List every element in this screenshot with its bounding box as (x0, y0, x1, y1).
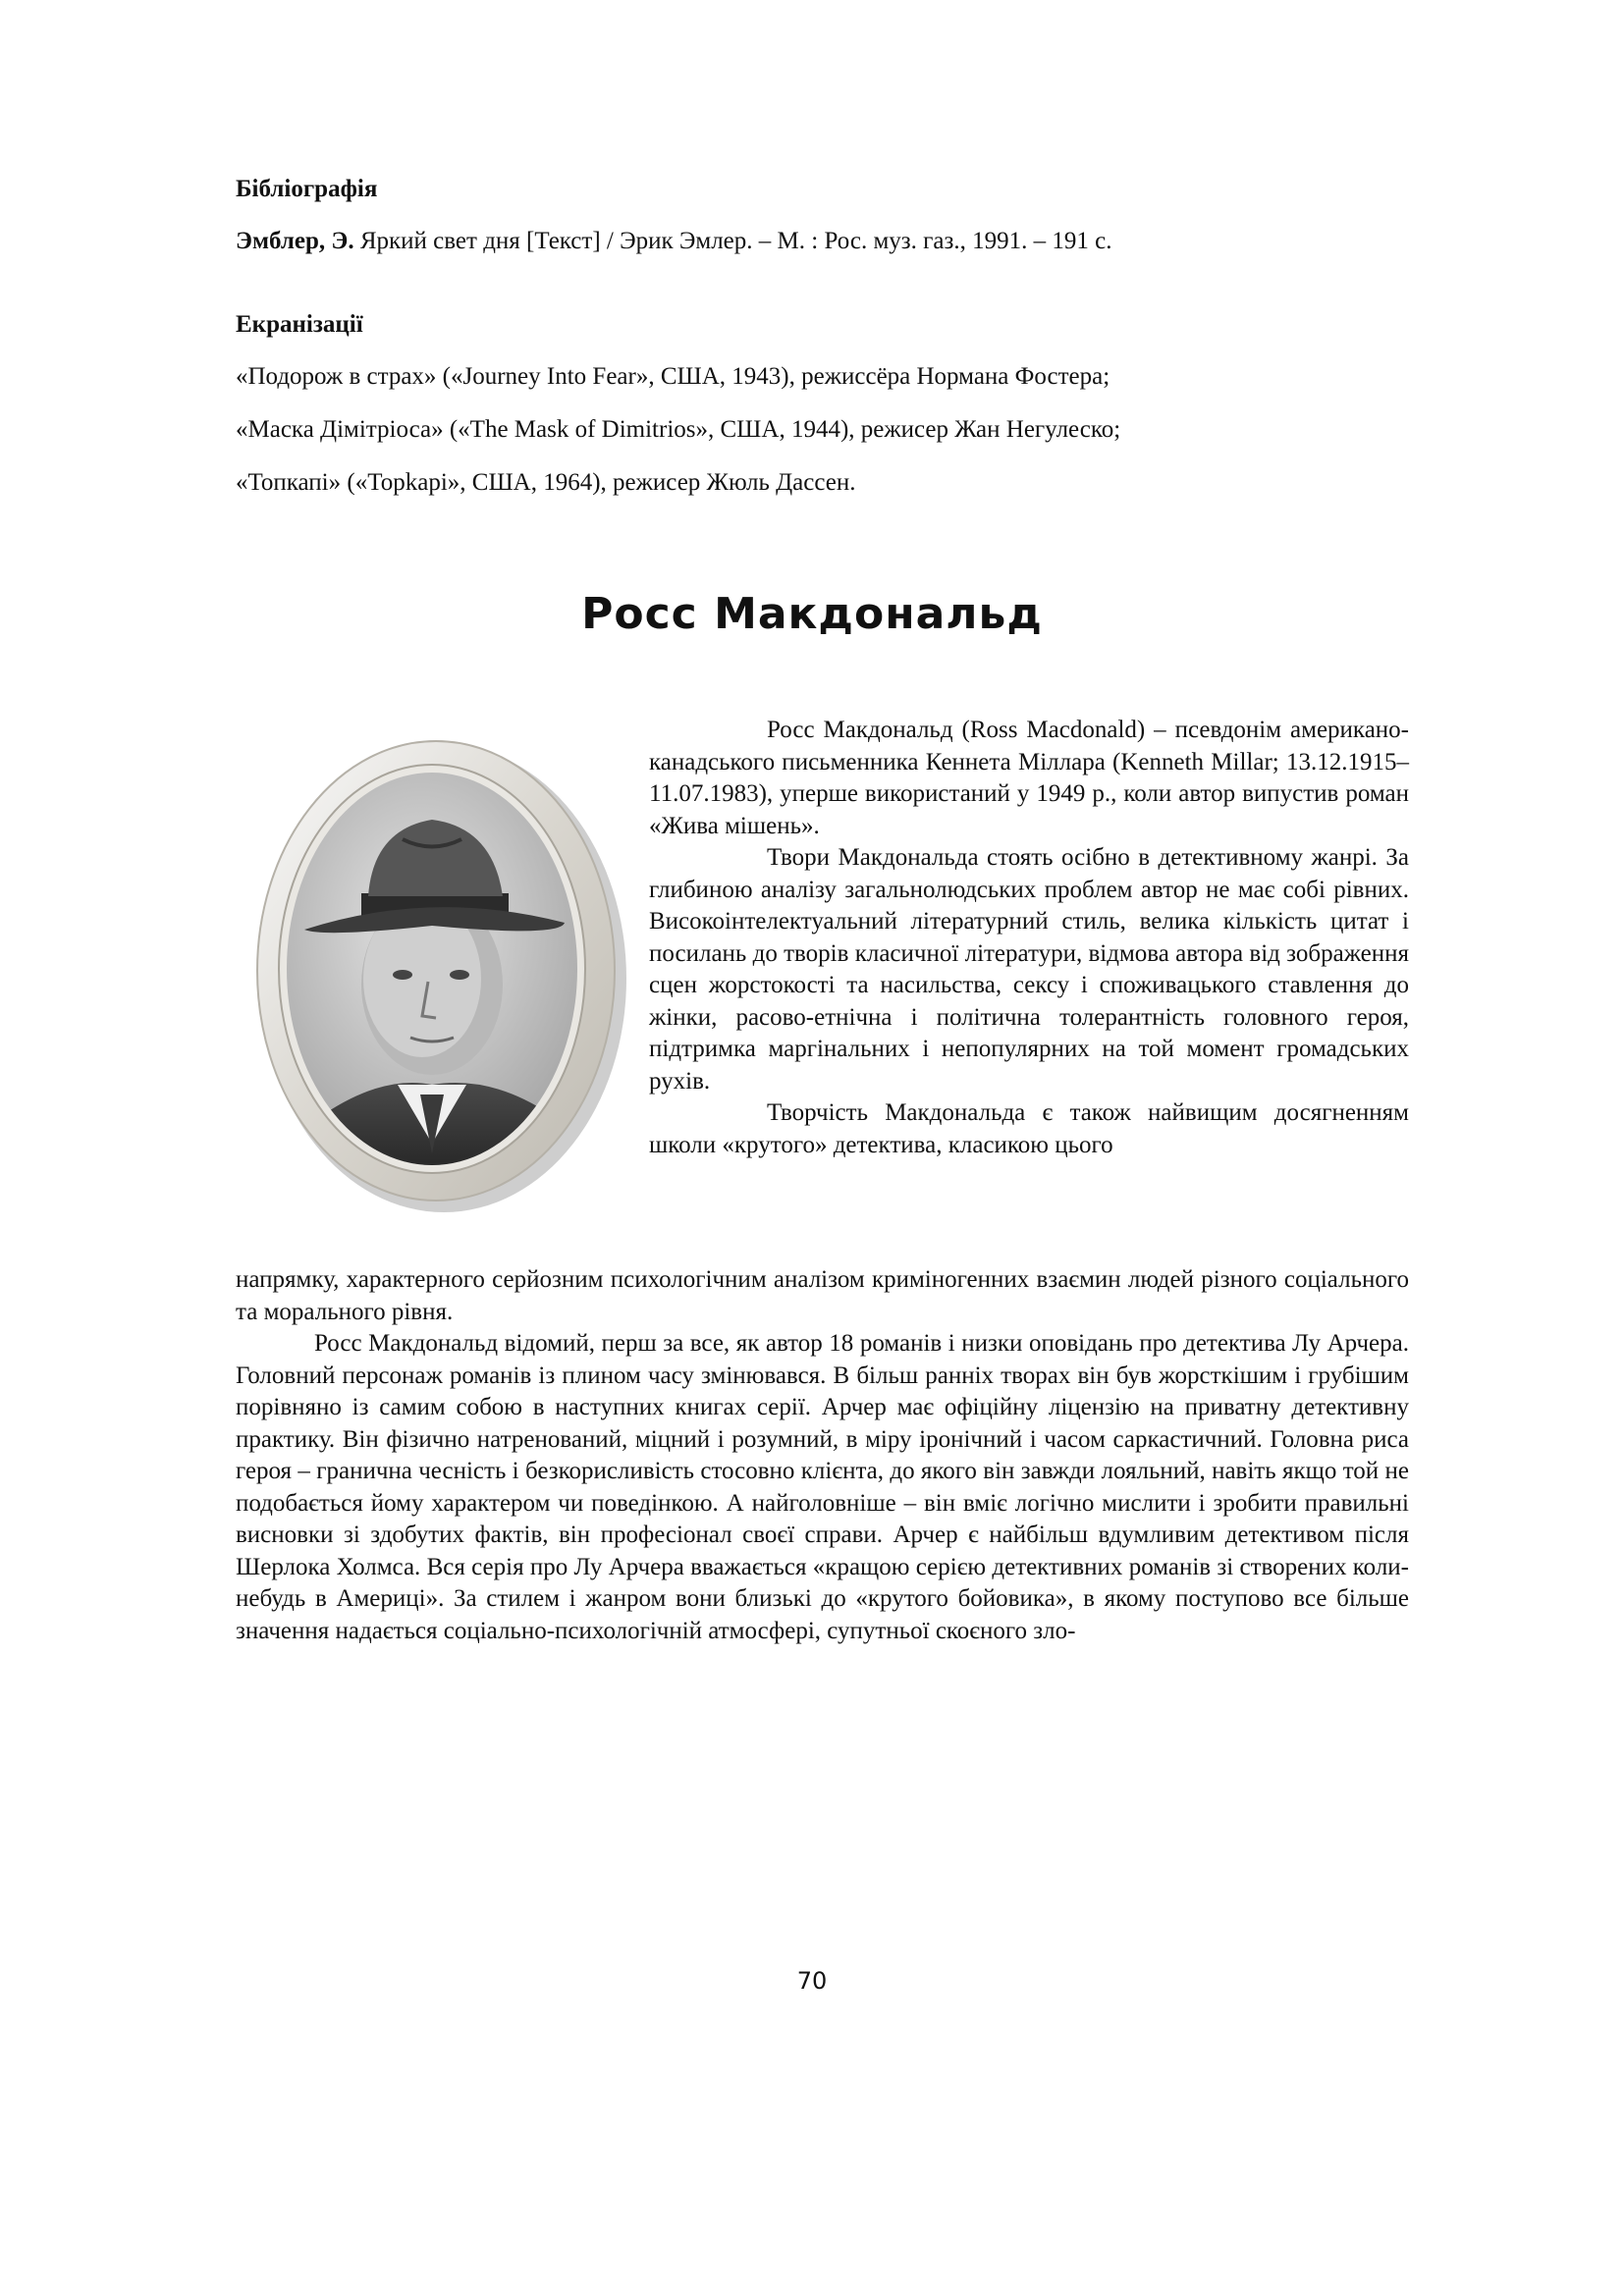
bibliography-entry (236, 228, 1111, 255)
article-paragraph: Твори Макдональда стоять осібно в детективному жанрі. За глибиною аналізу загальнолюдських проблем автор не має собі рівних. Високоінтелектуальний літературний стиль, велика кількість цитат і посилань до творів класичної літератури, відмова автора від зображення сцен жорстокості та насильства, сексу і споживацького ставлення до жінки, расово-етнічна і політична толерантність головного героя, підтримка маргінальних і непопулярних на той момент громадських рухів. (649, 844, 1409, 1095)
article-full-text (236, 1264, 1409, 1647)
article-title: Росс Макдональд (581, 589, 1043, 639)
bibliography-entry-text: Яркий свет дня [Текст] / Эрик Эмлер. – М. : Рос. муз. газ., 1991. – 191 с. (353, 228, 1112, 254)
article-paragraph: Росс Макдональд (Ross Macdonald) – псевдонім американо-канадського письменника Кеннета Міллара (Kenneth Millar; 13.12.1915–11.07.1983), уперше використаний у 1949 р., коли автор випустив роман «Жива мішень». (649, 717, 1409, 839)
bibliography-entry-author: Эмблер, Э. (236, 228, 354, 254)
adaptation-item: «Подорож в страх» («Journey Into Fear», США, 1943), режиссёра Нормана Фостера; (236, 363, 1110, 390)
article-paragraph: напрямку, характерного серйозним психологічним аналізом криміногенних взаємин людей різного соціального та морального рівня. (236, 1266, 1409, 1325)
article-column-text (649, 715, 1409, 1161)
adaptations-heading: Екранізації (236, 311, 363, 338)
author-portrait (236, 721, 643, 1222)
adaptation-item: «Топкапі» («Topkapi», США, 1964), режисер Жюль Дассен. (236, 469, 856, 496)
bibliography-heading: Бібліографія (236, 176, 378, 202)
page-number: 70 (796, 1967, 828, 1995)
adaptation-item: «Маска Дімітріоса» («The Mask of Dimitrios», США, 1944), режисер Жан Негулеско; (236, 416, 1121, 443)
article-paragraph: Творчість Макдональда є також найвищим досягненням школи «крутого» детектива, класикою цього (649, 1099, 1409, 1158)
article-paragraph: Росс Макдональд відомий, перш за все, як автор 18 романів і низки оповідань про детектива Лу Арчера. Головний персонаж романів із плином часу змінювався. В більш ранніх творах він був жорсткішим і грубішим порівняно із самим собою в наступних книгах серії. Арчер має офіційну ліцензію на приватну детективну практику. Він фізично натренований, міцний і розумний, в міру іронічний і часом саркастичний. Головна риса героя – гранична чесність і безкорисливість стосовно клієнта, до якого він завжди лояльний, навіть якщо той не подобається йому характером чи поведінкою. А найголовніше – він вміє логічно мислити і зробити правильні висновки зі здобутих фактів, він професіонал своєї справи. Арчер є найбільш вдумливим детективом після Шерлока Холмса. Вся серія про Лу Арчера вважається «кращою серією детективних романів зі створених коли-небудь в Америці». За стилем і жанром вони близькі до «крутого бойовика», в якому поступово все більше значення надається соціально-психологічній атмосфері, супутньої скоєного зло- (236, 1330, 1409, 1644)
